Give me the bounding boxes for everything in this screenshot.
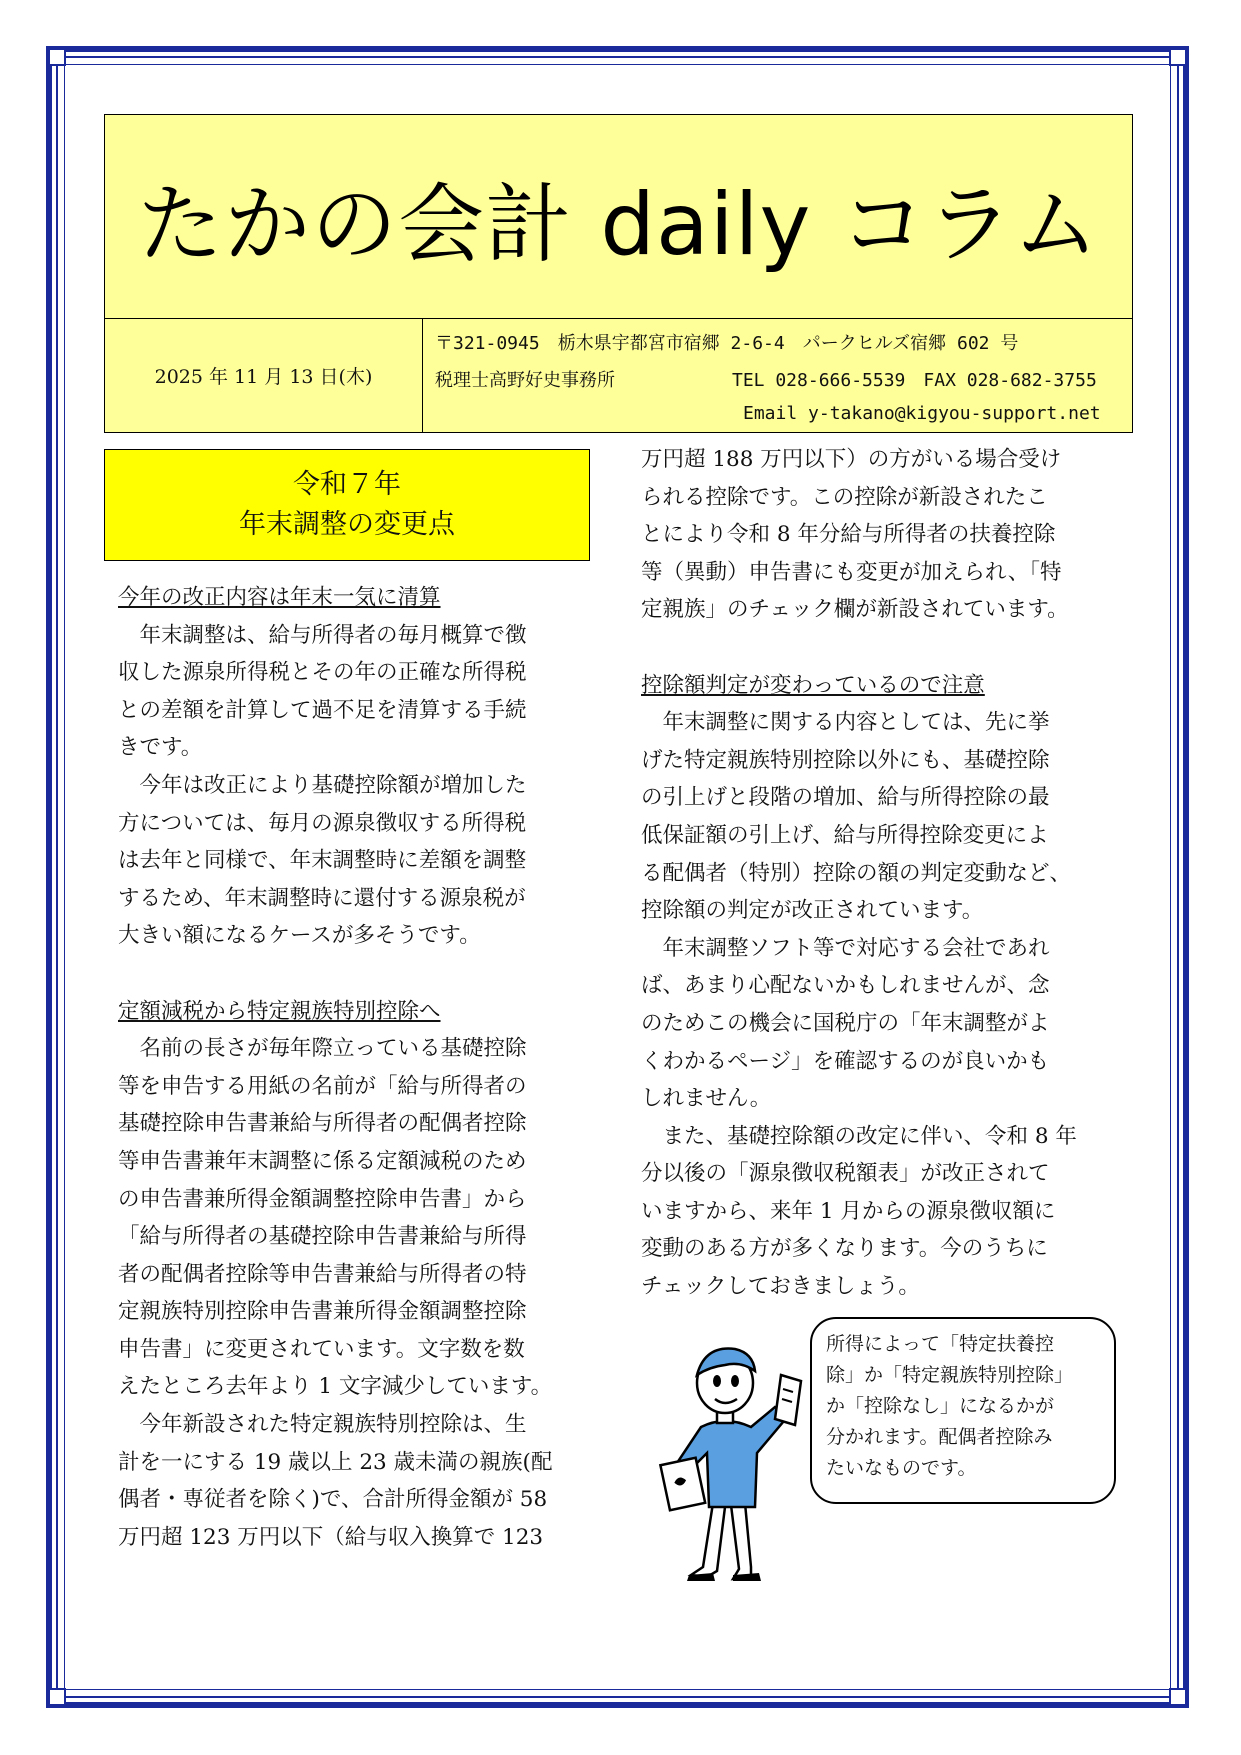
corner-ornament <box>48 1688 66 1706</box>
corner-ornament <box>1169 1688 1187 1706</box>
masthead-title: たかの会計 daily コラム <box>137 174 1100 275</box>
speech-bubble-line: 所得によって「特定扶養控 <box>826 1333 1055 1355</box>
body-text-line: チェックしておきましょう。 <box>641 1274 920 1300</box>
body-text-line: 年末調整に関する内容としては、先に挙 <box>641 710 1050 736</box>
article-right-column <box>641 441 1121 1306</box>
body-text-line: 偶者・専従者を除く)で、合計所得金額が 58 <box>118 1487 548 1513</box>
body-text-line: 年末調整は、給与所得者の毎月概算で徴 <box>118 622 527 648</box>
body-text-line: 定親族」のチェック欄が新設されています。 <box>641 597 1069 623</box>
body-text-line: きです。 <box>118 735 203 761</box>
speech-bubble-line: たいなものです。 <box>826 1457 977 1479</box>
body-text-line: 今年は改正により基礎控除額が増加した <box>118 772 527 798</box>
body-text-line: 万円超 188 万円以下）の方がいる場合受け <box>641 447 1062 472</box>
info-bar <box>104 318 1133 433</box>
body-text-line: 低保証額の引上げ、給与所得控除変更によ <box>641 822 1049 848</box>
body-text-line: の申告書兼所得金額調整控除申告書」から <box>118 1186 527 1212</box>
body-text-line: いますから、来年 1 月からの源泉徴収額に <box>641 1198 1056 1224</box>
office-contact <box>435 319 1125 432</box>
speech-bubble-line: か「控除なし」になるかが <box>826 1395 1055 1417</box>
body-text-line: 変動のある方が多くなります。今のうちに <box>641 1236 1048 1262</box>
body-text-line: 申告書」に変更されています。文字数を数 <box>118 1336 525 1362</box>
body-text-line: 計を一にする 19 歳以上 23 歳未満の親族(配 <box>118 1449 553 1475</box>
subheading: 控除額判定が変わっているので注意 <box>641 672 985 698</box>
speech-bubble-line: 除」か「特定親族特別控除」 <box>826 1364 1074 1386</box>
body-text-line: 基礎控除申告書兼給与所得者の配偶者控除 <box>118 1111 527 1137</box>
body-text-line: 等（異動）申告書にも変更が加えられ、「特 <box>641 559 1062 585</box>
corner-ornament <box>1169 48 1187 66</box>
body-text-line: げた特定親族特別控除以外にも、基礎控除 <box>641 747 1050 773</box>
body-text-line: との差額を計算して過不足を清算する手続 <box>118 697 527 723</box>
body-text-line: えたところ去年より 1 文字減少しています。 <box>118 1374 553 1400</box>
body-text-line: のためこの機会に国税庁の「年末調整がよ <box>641 1010 1050 1036</box>
body-text-line: とにより令和 8 年分給与所得者の扶養控除 <box>641 522 1056 548</box>
office-email: Email y-takano@kigyou-support.net <box>743 403 1101 424</box>
body-text-line: 等を申告する用紙の名前が「給与所得者の <box>118 1073 527 1099</box>
body-text-line: 者の配偶者控除等申告書兼給与所得者の特 <box>118 1261 527 1287</box>
subheading: 定額減税から特定親族特別控除へ <box>118 998 441 1024</box>
paragraph-gap <box>641 629 1121 667</box>
corner-ornament <box>48 48 66 66</box>
body-text-line: 定親族特別控除申告書兼所得金額調整控除 <box>118 1299 527 1325</box>
body-text-line: は去年と同様で、年末調整時に差額を調整 <box>118 848 527 874</box>
body-text-line: するため、年末調整時に還付する源泉税が <box>118 885 526 911</box>
body-text-line: 方については、毎月の源泉徴収する所得税 <box>118 810 527 836</box>
body-text-line: 名前の長さが毎年際立っている基礎控除 <box>118 1036 527 1062</box>
office-phone-fax: TEL 028-666-5539 FAX 028-682-3755 <box>732 370 1097 391</box>
body-text-line: 分以後の「源泉徴収税額表」が改正されて <box>641 1161 1050 1187</box>
body-text-line: しれません。 <box>641 1086 772 1112</box>
paragraph-gap <box>118 955 618 993</box>
body-text-line: 万円超 123 万円以下（給与収入換算で 123 <box>118 1524 544 1550</box>
body-text-line: ば、あまり心配ないかもしれませんが、念 <box>641 973 1050 999</box>
body-text-line: 今年新設された特定親族特別控除は、生 <box>118 1412 527 1438</box>
issue-date: 2025 年 11 月 13 日(木) <box>105 319 423 432</box>
speech-bubble-line: 分かれます。配偶者控除み <box>826 1426 1053 1448</box>
body-text-line: 控除額の判定が改正されています。 <box>641 898 984 924</box>
body-text-line: 年末調整ソフト等で対応する会社であれ <box>641 935 1050 961</box>
body-text-line: る配偶者（特別）控除の額の判定変動など、 <box>641 860 1072 886</box>
body-text-line: 収した源泉所得税とその年の正確な所得税 <box>118 660 527 686</box>
body-text-line: の引上げと段階の増加、給与所得控除の最 <box>641 785 1050 811</box>
subheading: 今年の改正内容は年末一気に清算 <box>118 585 441 610</box>
article-left-column <box>118 579 618 1556</box>
body-text-line: 大きい額になるケースが多そうです。 <box>118 923 481 949</box>
article-title-line1: 令和７年 <box>293 469 401 500</box>
speech-bubble <box>810 1317 1116 1504</box>
article-title-line2: 年末調整の変更点 <box>239 509 455 540</box>
body-text-line: 等申告書兼年末調整に係る定額減税のため <box>118 1148 527 1174</box>
body-text-line: くわかるページ」を確認するのが良いかも <box>641 1048 1050 1074</box>
body-text-line: られる控除です。この控除が新設されたこ <box>641 484 1048 510</box>
body-text-line: 「給与所得者の基礎控除申告書兼給与所得 <box>118 1224 527 1250</box>
article-title-box <box>104 449 590 561</box>
body-text-line: また、基礎控除額の改定に伴い、令和 8 年 <box>641 1123 1077 1149</box>
office-name: 税理士高野好史事務所 <box>435 370 615 391</box>
masthead <box>104 114 1133 319</box>
office-address: 〒321-0945 栃木県宇都宮市宿郷 2-6-4 パークヒルズ宿郷 602 号 <box>435 333 1019 354</box>
man-illustration <box>655 1335 805 1585</box>
